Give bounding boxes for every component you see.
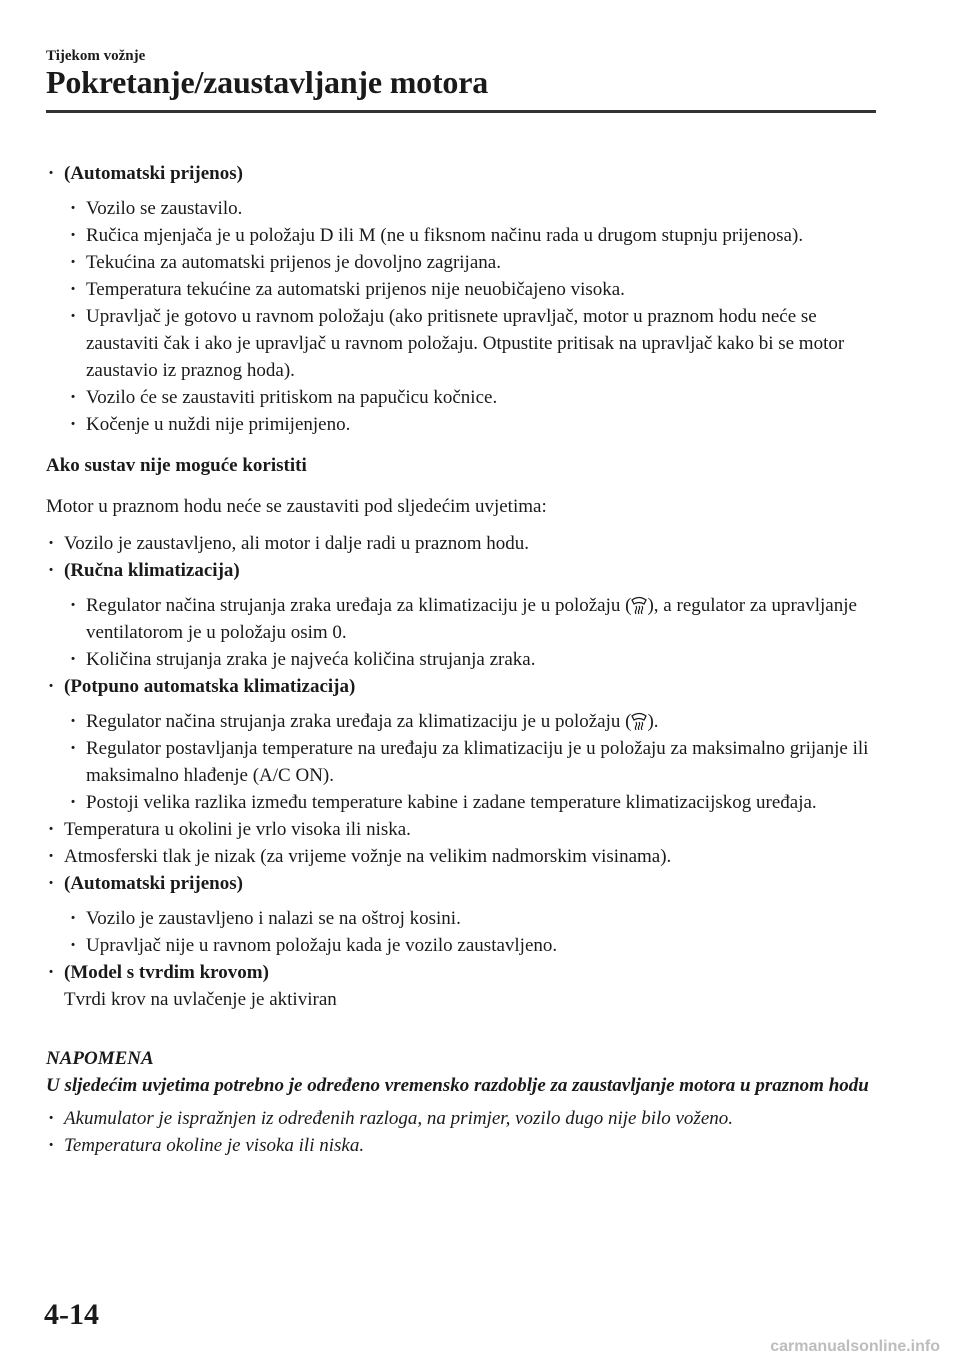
list-item-text: Temperatura tekućine za automatski prijenos nije neuobičajeno visoka. <box>86 279 625 300</box>
bullet: · <box>69 414 77 435</box>
list-item-text: ), a regulator za upravljanje ventilatorom je u položaju osim 0. <box>86 595 857 643</box>
section-title: Ako sustav nije moguće koristiti <box>46 455 307 476</box>
list-item <box>46 843 886 870</box>
section-automatic-transmission <box>46 160 886 187</box>
bullet: · <box>69 279 77 300</box>
list-item <box>46 249 886 276</box>
list-item <box>46 411 886 438</box>
bullet: · <box>69 649 77 670</box>
list-item <box>46 530 886 557</box>
list-item-text: Količina strujanja zraka je najveća količina strujanja zraka. <box>86 649 536 670</box>
note-intro: U sljedećim uvjetima potrebno je određeno vremensko razdoblje za zaustavljanje motora u praznom hodu <box>46 1075 869 1096</box>
bullet: · <box>69 306 77 327</box>
section-heading: (Model s tvrdim krovom) <box>64 962 269 983</box>
section-heading: (Automatski prijenos) <box>64 163 243 184</box>
list-item <box>46 646 886 673</box>
windshield-defroster-icon <box>631 596 647 614</box>
list-item <box>46 384 886 411</box>
note-list <box>46 1105 886 1159</box>
note-block <box>46 1045 886 1159</box>
list-item <box>46 905 886 932</box>
bullet: · <box>47 676 55 697</box>
bullet: · <box>48 1108 54 1129</box>
page-number: 4-14 <box>44 1298 99 1331</box>
list-item-text: Postoji velika razlika između temperature kabine i zadane temperature klimatizacijskog uređaja. <box>86 792 817 813</box>
list-item <box>46 1105 886 1132</box>
bullet: · <box>47 163 55 184</box>
header-divider <box>46 110 876 113</box>
main-content <box>46 160 886 1159</box>
list-item <box>46 932 886 959</box>
bullet: · <box>47 873 55 894</box>
list-item-text: Upravljač je gotovo u ravnom položaju (ako pritisnete upravljač, motor u praznom hodu neće se zaustaviti čak i ako je upravljač u ravnom položaju. Otpustite pritisak na upravljač kako bi se motor zaustavio iz praznog hoda). <box>86 306 845 381</box>
section-auto-ac <box>46 673 886 700</box>
bullet: · <box>47 962 55 983</box>
windshield-defroster-icon <box>631 712 647 730</box>
list-item <box>46 789 886 816</box>
bullet: · <box>69 792 77 813</box>
bullet: · <box>47 560 55 581</box>
list-item-text: Regulator postavljanja temperature na uređaju za klimatizaciju je u položaju za maksimalno grijanje ili maksimalno hlađenje (A/C ON). <box>86 738 869 786</box>
bullet: · <box>69 738 77 759</box>
list-item <box>46 1132 886 1159</box>
list-item-text: Atmosferski tlak je nizak (za vrijeme vožnje na velikim nadmorskim visinama). <box>64 846 672 867</box>
bullet: · <box>69 225 77 246</box>
chapter-label: Tijekom vožnje <box>46 48 146 64</box>
bullet: · <box>47 533 55 554</box>
bullet: · <box>69 387 77 408</box>
list-item-text: ). <box>647 711 659 732</box>
bullet: · <box>47 819 55 840</box>
bullet: · <box>69 252 77 273</box>
note-label: NAPOMENA <box>46 1048 154 1069</box>
section-hardtop <box>46 959 886 1013</box>
section-heading: (Automatski prijenos) <box>64 873 243 894</box>
list-item <box>46 195 886 222</box>
list-item-text: Vozilo se zaustavilo. <box>86 198 243 219</box>
bullet: · <box>47 846 55 867</box>
bullet: · <box>48 1135 54 1156</box>
section-heading: (Potpuno automatska klimatizacija) <box>64 676 356 697</box>
list-item-text: Upravljač nije u ravnom položaju kada je vozilo zaustavljeno. <box>86 935 558 956</box>
list-item-text: Temperatura okoline je visoka ili niska. <box>64 1135 365 1156</box>
list-item-text: Tekućina za automatski prijenos je dovoljno zagrijana. <box>86 252 501 273</box>
list-item <box>46 276 886 303</box>
bullet: · <box>69 198 77 219</box>
list-item-text: Ručica mjenjača je u položaju D ili M (ne u fiksnom načinu rada u drugom stupnju prijenosa). <box>86 225 804 246</box>
list-item <box>46 303 886 384</box>
list-item <box>46 708 886 735</box>
bullet: · <box>69 935 77 956</box>
section-heading: (Ručna klimatizacija) <box>64 560 240 581</box>
list-item-text: Kočenje u nuždi nije primijenjeno. <box>86 414 351 435</box>
list-item-text: Vozilo je zaustavljeno, ali motor i dalje radi u praznom hodu. <box>64 533 530 554</box>
list-item-text: Regulator načina strujanja zraka uređaja za klimatizaciju je u položaju ( <box>86 711 632 732</box>
list-item-text: Vozilo će se zaustaviti pritiskom na papučicu kočnice. <box>86 387 498 408</box>
page-title: Pokretanje/zaustavljanje motora <box>46 64 489 100</box>
section-automatic-transmission-2 <box>46 870 886 897</box>
bullet: · <box>69 595 77 616</box>
bullet: · <box>69 908 77 929</box>
list-item <box>46 222 886 249</box>
section-manual-ac <box>46 557 886 584</box>
list-item-text: Vozilo je zaustavljeno i nalazi se na oštroj kosini. <box>86 908 461 929</box>
list-item-text: Tvrdi krov na uvlačenje je aktiviran <box>64 989 337 1010</box>
list-item <box>46 735 886 789</box>
section-intro: Motor u praznom hodu neće se zaustaviti pod sljedećim uvjetima: <box>46 496 547 517</box>
list-item <box>46 592 886 646</box>
watermark: carmanualsonline.info <box>770 1338 940 1355</box>
bullet: · <box>69 711 77 732</box>
list-item-text: Regulator načina strujanja zraka uređaja za klimatizaciju je u položaju ( <box>86 595 632 616</box>
list-item-text: Temperatura u okolini je vrlo visoka ili niska. <box>64 819 411 840</box>
list-item-text: Akumulator je ispražnjen iz određenih razloga, na primjer, vozilo dugo nije bilo voženo. <box>64 1108 734 1129</box>
list-item <box>46 816 886 843</box>
